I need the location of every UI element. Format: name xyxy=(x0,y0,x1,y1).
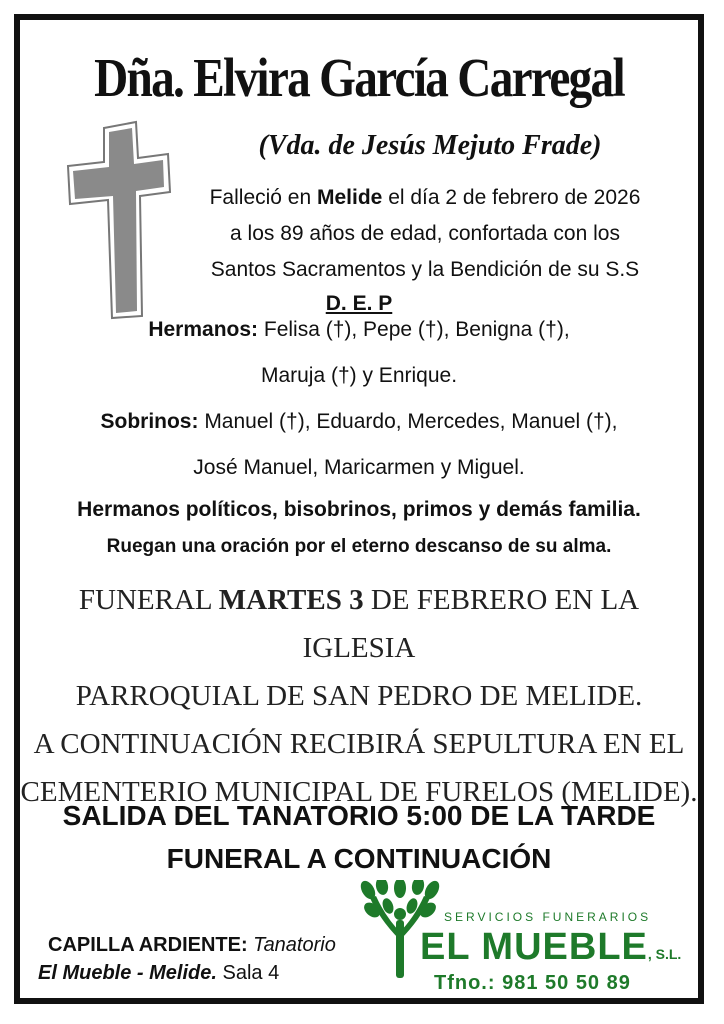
chapel-label: CAPILLA ARDIENTE: xyxy=(48,934,248,956)
logo-brand-line xyxy=(420,926,681,969)
departure-line1: SALIDA DEL TANATORIO 5:00 DE LA TARDE xyxy=(62,800,656,831)
death-place: Melide xyxy=(317,186,383,209)
logo-suffix: , S.L. xyxy=(647,946,682,962)
nephews-label: Sobrinos: xyxy=(100,410,199,433)
funeral-line1: FUNERAL MARTES 3 DE FEBRERO EN LA IGLESIA xyxy=(78,584,640,664)
widow-of: (Vda. de Jesús Mejuto Frade) xyxy=(258,130,602,161)
chapel-line1: CAPILLA ARDIENTE: Tanatorio xyxy=(48,934,336,956)
departure-info xyxy=(20,794,698,880)
death-notice xyxy=(180,180,670,288)
cross-icon xyxy=(64,120,174,320)
obituary-frame xyxy=(14,14,704,1004)
death-notice-line1: Falleció en Melide el día 2 de febrero de 2026 xyxy=(209,186,641,209)
chapel-place: El Mueble - Melide. xyxy=(38,962,217,984)
death-notice-line3: Santos Sacramentos y la Bendición de su S.S xyxy=(210,258,640,281)
other-relatives: Hermanos políticos, bisobrinos, primos y demás familia. xyxy=(77,498,641,521)
siblings-label: Hermanos: xyxy=(148,318,259,341)
departure-line2: FUNERAL A CONTINUACIÓN xyxy=(166,843,552,874)
nephews-line2: José Manuel, Maricarmen y Miguel. xyxy=(193,456,525,479)
logo-phone: Tfno.: 981 50 50 89 xyxy=(434,972,631,994)
logo-tagline: SERVICIOS FUNERARIOS xyxy=(444,910,652,924)
funeral-line4: CEMENTERIO MUNICIPAL DE FURELOS (MELIDE). xyxy=(20,776,698,808)
siblings-line2: Maruja (†) y Enrique. xyxy=(260,364,458,387)
chapel-line2: El Mueble - Melide. Sala 4 xyxy=(38,962,280,984)
siblings-line1: Hermanos: Felisa (†), Pepe (†), Benigna (†), xyxy=(148,318,570,341)
funeral-line3: A CONTINUACIÓN RECIBIRÁ SEPULTURA EN EL xyxy=(33,728,685,760)
funeral-line2: PARROQUIAL DE SAN PEDRO DE MELIDE. xyxy=(75,680,643,712)
dep-heading: D. E. P xyxy=(325,292,393,315)
prayer-request: Ruegan una oración por el eterno descanso de su alma. xyxy=(106,536,612,557)
death-notice-line2: a los 89 años de edad, confortada con los xyxy=(230,222,620,245)
funeral-date: MARTES 3 xyxy=(218,584,364,616)
funeral-details xyxy=(20,576,698,816)
deceased-name: Dña. Elvira García Carregal xyxy=(94,47,624,108)
nephews-line1: Sobrinos: Manuel (†), Eduardo, Mercedes, Manuel (†), xyxy=(100,410,618,433)
logo-brand: EL MUEBLE xyxy=(420,926,648,968)
